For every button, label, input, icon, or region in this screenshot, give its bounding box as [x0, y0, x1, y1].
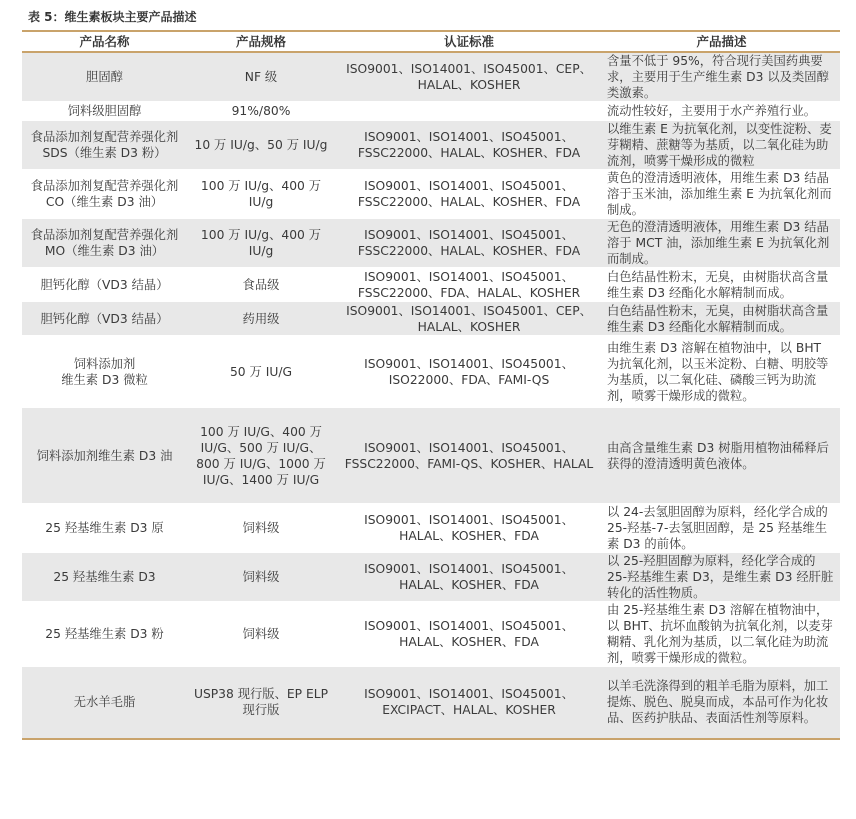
- table-row: [22, 268, 840, 302]
- description-cell: 黄色的澄清透明液体，用维生素 D3 结晶溶于玉米油，添加维生素 E 为抗氧化剂而制成。: [603, 170, 840, 219]
- product-name-cell: 食品添加剂复配营养强化剂 MO（维生素 D3 油）: [22, 219, 187, 268]
- description-cell: 以 24-去氢胆固醇为原料，经化学合成的 25-羟基-7-去氢胆固醇，是 25 羟基维生素 D3 的前体。: [603, 504, 840, 553]
- product-name-cell: 25 羟基维生素 D3 原: [22, 504, 187, 553]
- table-row: [22, 553, 840, 602]
- table-row: [22, 408, 840, 504]
- certification-cell: ISO9001、ISO14001、ISO45001、HALAL、KOSHER、FDA: [335, 504, 603, 553]
- table-row: [22, 219, 840, 268]
- header-description: 产品描述: [603, 31, 840, 52]
- certification-cell: ISO9001、ISO14001、ISO45001、ISO22000、FDA、FAMI-QS: [335, 336, 603, 408]
- product-name-cell: 饲料级胆固醇: [22, 102, 187, 121]
- header-product-name: 产品名称: [22, 31, 187, 52]
- product-name-cell: 胆钙化醇（VD3 结晶）: [22, 268, 187, 302]
- certification-cell: ISO9001、ISO14001、ISO45001、EXCIPACT、HALAL、KOSHER: [335, 667, 603, 739]
- table-row: [22, 121, 840, 170]
- table-caption: 表 5：维生素板块主要产品描述: [28, 10, 197, 24]
- description-cell: 由高含量维生素 D3 树脂用植物油稀释后获得的澄清透明黄色液体。: [603, 408, 840, 504]
- table-row: [22, 504, 840, 553]
- table-row: [22, 52, 840, 102]
- description-cell: 无色的澄清透明液体，用维生素 D3 结晶溶于 MCT 油，添加维生素 E 为抗氧化剂而制成。: [603, 219, 840, 268]
- product-name-cell: 食品添加剂复配营养强化剂 CO（维生素 D3 油）: [22, 170, 187, 219]
- certification-cell: ISO9001、ISO14001、ISO45001、FSSC22000、FDA、HALAL、KOSHER: [335, 268, 603, 302]
- table-row: [22, 667, 840, 739]
- certification-cell: ISO9001、ISO14001、ISO45001、HALAL、KOSHER、FDA: [335, 553, 603, 602]
- product-spec-cell: 100 万 IU/g、400 万 IU/g: [187, 170, 335, 219]
- certification-cell: ISO9001、ISO14001、ISO45001、FSSC22000、HALAL、KOSHER、FDA: [335, 219, 603, 268]
- table-header-row: [22, 31, 840, 52]
- product-spec-cell: 饲料级: [187, 553, 335, 602]
- product-name-cell: 25 羟基维生素 D3 粉: [22, 602, 187, 667]
- table-row: [22, 170, 840, 219]
- description-cell: 以维生素 E 为抗氧化剂，以变性淀粉、麦芽糊精、蔗糖等为基质，以二氧化硅为助流剂，喷雾干燥形成的微粒: [603, 121, 840, 170]
- product-spec-cell: 药用级: [187, 302, 335, 336]
- certification-cell: ISO9001、ISO14001、ISO45001、FSSC22000、FAMI-QS、KOSHER、HALAL: [335, 408, 603, 504]
- certification-cell: ISO9001、ISO14001、ISO45001、CEP、HALAL、KOSHER: [335, 52, 603, 102]
- description-cell: 白色结晶性粉末，无臭，由树脂状高含量维生素 D3 经酯化水解精制而成。: [603, 302, 840, 336]
- product-name-cell: 饲料添加剂 维生素 D3 微粒: [22, 336, 187, 408]
- product-name-cell: 饲料添加剂维生素 D3 油: [22, 408, 187, 504]
- product-name-cell: 食品添加剂复配营养强化剂 SDS（维生素 D3 粉）: [22, 121, 187, 170]
- certification-cell: ISO9001、ISO14001、ISO45001、FSSC22000、HALAL、KOSHER、FDA: [335, 170, 603, 219]
- description-cell: 流动性较好，主要用于水产养殖行业。: [603, 102, 840, 121]
- description-cell: 由维生素 D3 溶解在植物油中，以 BHT 为抗氧化剂，以玉米淀粉、白糖、明胶等为基质，以二氧化硅、磷酸三钙为助流剂，喷雾干燥形成的微粒。: [603, 336, 840, 408]
- product-spec-cell: 100 万 IU/G、400 万 IU/G、500 万 IU/G、800 万 IU/G、1000 万 IU/G、1400 万 IU/G: [187, 408, 335, 504]
- product-name-cell: 无水羊毛脂: [22, 667, 187, 739]
- table-row: [22, 336, 840, 408]
- product-name-cell: 25 羟基维生素 D3: [22, 553, 187, 602]
- description-cell: 以 25-羟胆固醇为原料，经化学合成的 25-羟基维生素 D3，是维生素 D3 经肝脏转化的活性物质。: [603, 553, 840, 602]
- description-cell: 白色结晶性粉末，无臭，由树脂状高含量维生素 D3 经酯化水解精制而成。: [603, 268, 840, 302]
- certification-cell: [335, 102, 603, 121]
- product-spec-cell: 饲料级: [187, 602, 335, 667]
- product-spec-cell: USP38 现行版、EP ELP 现行版: [187, 667, 335, 739]
- product-spec-cell: 饲料级: [187, 504, 335, 553]
- table-row: [22, 302, 840, 336]
- header-certification: 认证标准: [335, 31, 603, 52]
- product-spec-cell: 50 万 IU/G: [187, 336, 335, 408]
- product-spec-cell: 食品级: [187, 268, 335, 302]
- table-row: [22, 102, 840, 121]
- product-spec-cell: NF 级: [187, 52, 335, 102]
- description-cell: 含量不低于 95%，符合现行美国药典要求，主要用于生产维生素 D3 以及类固醇类激素。: [603, 52, 840, 102]
- certification-cell: ISO9001、ISO14001、ISO45001、HALAL、KOSHER、FDA: [335, 602, 603, 667]
- product-name-cell: 胆钙化醇（VD3 结晶）: [22, 302, 187, 336]
- product-spec-cell: 100 万 IU/g、400 万 IU/g: [187, 219, 335, 268]
- description-cell: 由 25-羟基维生素 D3 溶解在植物油中，以 BHT、抗坏血酸钠为抗氧化剂，以麦芽糊精、乳化剂为基质，以二氧化硅为助流剂，喷雾干燥形成的微粒。: [603, 602, 840, 667]
- product-name-cell: 胆固醇: [22, 52, 187, 102]
- product-spec-cell: 10 万 IU/g、50 万 IU/g: [187, 121, 335, 170]
- product-table: [22, 30, 840, 740]
- product-spec-cell: 91%/80%: [187, 102, 335, 121]
- certification-cell: ISO9001、ISO14001、ISO45001、FSSC22000、HALAL、KOSHER、FDA: [335, 121, 603, 170]
- description-cell: 以羊毛洗涤得到的粗羊毛脂为原料，加工提炼、脱色、脱臭而成，本品可作为化妆品、医药护肤品、表面活性剂等原料。: [603, 667, 840, 739]
- table-row: [22, 602, 840, 667]
- header-product-spec: 产品规格: [187, 31, 335, 52]
- certification-cell: ISO9001、ISO14001、ISO45001、CEP、HALAL、KOSHER: [335, 302, 603, 336]
